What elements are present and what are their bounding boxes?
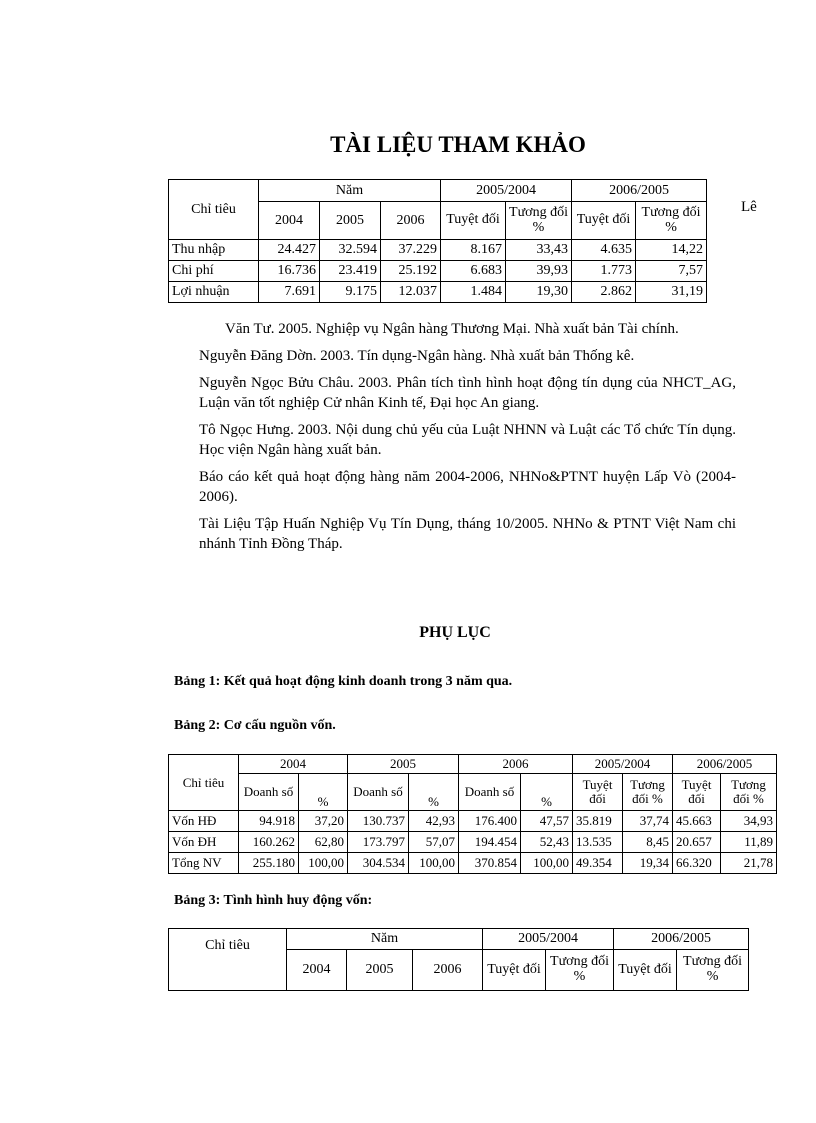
cell: 37,74 [623, 811, 673, 832]
header-sales: Doanh số [348, 774, 409, 811]
header-chi-tieu: Chỉ tiêu [169, 755, 239, 811]
cell: 94.918 [239, 811, 299, 832]
cell: 57,07 [409, 832, 459, 853]
header-relative: Tương đối % [623, 774, 673, 811]
table-caption-3: Bảng 3: Tình hình huy động vốn: [174, 893, 373, 908]
cell: 33,43 [506, 240, 572, 261]
cell: 100,00 [409, 853, 459, 874]
cell: 6.683 [441, 261, 506, 282]
cell: 12.037 [381, 282, 441, 303]
header-absolute: Tuyệt đối [673, 774, 721, 811]
row-label: Thu nhập [169, 240, 259, 261]
cell: 1.773 [572, 261, 636, 282]
row-label: Vốn HĐ [169, 811, 239, 832]
cell: 100,00 [299, 853, 348, 874]
cell: 304.534 [348, 853, 409, 874]
table-caption-1: Bảng 1: Kết quả hoạt động kinh doanh trong 3 năm qua. [174, 674, 513, 689]
header-chi-tieu: Chỉ tiêu [169, 929, 287, 991]
cell: 24.427 [259, 240, 320, 261]
cell: 25.192 [381, 261, 441, 282]
header-period-2: 2006/2005 [673, 755, 777, 774]
cell: 37,20 [299, 811, 348, 832]
cell: 160.262 [239, 832, 299, 853]
cell: 47,57 [521, 811, 573, 832]
row-label: Tổng NV [169, 853, 239, 874]
cell: 8.167 [441, 240, 506, 261]
header-year-2004: 2004 [287, 950, 347, 991]
cell: 32.594 [320, 240, 381, 261]
page-title: TÀI LIỆU THAM KHẢO [330, 132, 586, 157]
cell: 1.484 [441, 282, 506, 303]
reference-item: Báo cáo kết quả hoạt động hàng năm 2004-2006, NHNo&PTNT huyện Lấp Vò (2004-2006). [199, 469, 736, 505]
reference-item: Nguyễn Ngọc Bửu Châu. 2003. Phân tích tình hình hoạt động tín dụng của NHCT_AG, Luận văn tốt nghiệp Cử nhân Kinh tế, Đại học An giang. [199, 375, 736, 411]
cell: 21,78 [721, 853, 777, 874]
header-nam: Năm [259, 180, 441, 202]
income-table [168, 179, 707, 303]
header-period-1: 2005/2004 [483, 929, 614, 950]
capital-structure-table [168, 754, 777, 874]
table-row [169, 832, 777, 853]
table-row [169, 853, 777, 874]
header-year-2005: 2005 [347, 950, 413, 991]
side-text: Lê [741, 199, 757, 215]
header-relative: Tương đối % [721, 774, 777, 811]
header-percent: % [409, 774, 459, 811]
header-relative: Tương đối % [506, 202, 572, 240]
cell: 176.400 [459, 811, 521, 832]
header-absolute: Tuyệt đối [573, 774, 623, 811]
header-year-2004: 2004 [239, 755, 348, 774]
header-sales: Doanh số [239, 774, 299, 811]
cell: 11,89 [721, 832, 777, 853]
cell: 23.419 [320, 261, 381, 282]
cell: 62,80 [299, 832, 348, 853]
cell: 49.354 [573, 853, 623, 874]
cell: 14,22 [636, 240, 707, 261]
cell: 7.691 [259, 282, 320, 303]
header-absolute: Tuyệt đối [614, 950, 677, 991]
header-year-2006: 2006 [381, 202, 441, 240]
cell: 45.663 [673, 811, 721, 832]
cell: 19,34 [623, 853, 673, 874]
header-year-2006: 2006 [413, 950, 483, 991]
header-nam: Năm [287, 929, 483, 950]
cell: 37.229 [381, 240, 441, 261]
cell: 35.819 [573, 811, 623, 832]
header-period-1: 2005/2004 [573, 755, 673, 774]
header-period-2: 2006/2005 [614, 929, 749, 950]
table-row [169, 240, 707, 261]
reference-list [199, 319, 736, 561]
cell: 19,30 [506, 282, 572, 303]
header-relative: Tương đối % [677, 950, 749, 991]
header-period-1: 2005/2004 [441, 180, 572, 202]
cell: 9.175 [320, 282, 381, 303]
table-row [169, 811, 777, 832]
header-relative: Tương đối % [636, 202, 707, 240]
cell: 66.320 [673, 853, 721, 874]
cell: 20.657 [673, 832, 721, 853]
cell: 52,43 [521, 832, 573, 853]
cell: 255.180 [239, 853, 299, 874]
cell: 173.797 [348, 832, 409, 853]
header-percent: % [521, 774, 573, 811]
header-sales: Doanh số [459, 774, 521, 811]
cell: 130.737 [348, 811, 409, 832]
reference-item: Nguyễn Đăng Dờn. 2003. Tín dụng-Ngân hàng. Nhà xuất bản Thống kê. [199, 348, 635, 364]
row-label: Chi phí [169, 261, 259, 282]
header-percent: % [299, 774, 348, 811]
reference-item: Văn Tư. 2005. Nghiệp vụ Ngân hàng Thương Mại. Nhà xuất bản Tài chính. [225, 321, 679, 337]
cell: 194.454 [459, 832, 521, 853]
cell: 42,93 [409, 811, 459, 832]
appendix-title: PHỤ LỤC [419, 624, 491, 641]
header-year-2004: 2004 [259, 202, 320, 240]
cell: 2.862 [572, 282, 636, 303]
header-year-2006: 2006 [459, 755, 573, 774]
capital-mobilization-table [168, 928, 749, 991]
header-relative: Tương đối % [546, 950, 614, 991]
cell: 16.736 [259, 261, 320, 282]
header-absolute: Tuyệt đối [572, 202, 636, 240]
header-period-2: 2006/2005 [572, 180, 707, 202]
cell: 39,93 [506, 261, 572, 282]
header-year-2005: 2005 [348, 755, 459, 774]
header-absolute: Tuyệt đối [441, 202, 506, 240]
header-year-2005: 2005 [320, 202, 381, 240]
header-chi-tieu: Chỉ tiêu [169, 180, 259, 240]
cell: 370.854 [459, 853, 521, 874]
reference-item: Tô Ngọc Hưng. 2003. Nội dung chủ yếu của Luật NHNN và Luật các Tổ chức Tín dụng. Học viện Ngân hàng xuất bản. [199, 422, 736, 458]
row-label: Lợi nhuận [169, 282, 259, 303]
header-absolute: Tuyệt đối [483, 950, 546, 991]
row-label: Vốn ĐH [169, 832, 239, 853]
cell: 100,00 [521, 853, 573, 874]
cell: 34,93 [721, 811, 777, 832]
cell: 7,57 [636, 261, 707, 282]
table-caption-2: Bảng 2: Cơ cấu nguồn vốn. [174, 718, 336, 733]
reference-item: Tài Liệu Tập Huấn Nghiệp Vụ Tín Dụng, tháng 10/2005. NHNo & PTNT Việt Nam chi nhánh Tỉnh Đồng Tháp. [199, 516, 736, 552]
cell: 4.635 [572, 240, 636, 261]
table-row [169, 282, 707, 303]
cell: 8,45 [623, 832, 673, 853]
cell: 13.535 [573, 832, 623, 853]
cell: 31,19 [636, 282, 707, 303]
table-row [169, 261, 707, 282]
